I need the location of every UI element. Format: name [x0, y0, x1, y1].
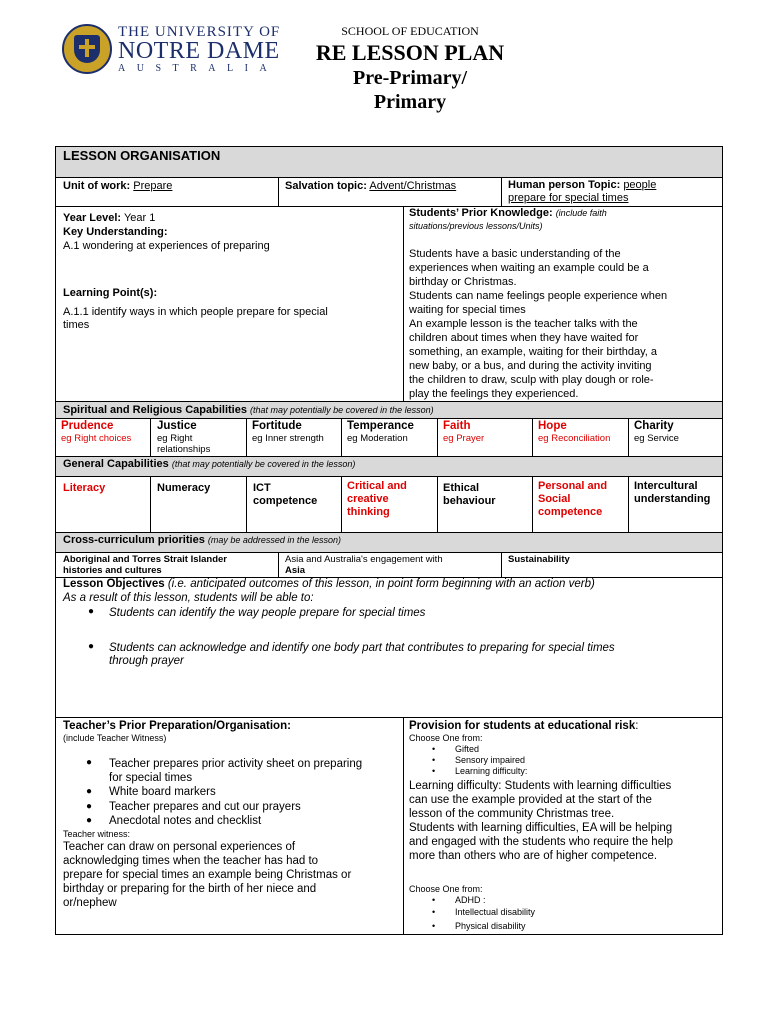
- provision-text: Learning difficulty: Students with learning difficulties can use the example provided at the start of the lesson of the community Christmas tree. Students with learning difficulties, EA will be helping and engaged with the students who require the help more than others who are of higher competence.: [409, 780, 674, 862]
- general-ict: ICT competence: [253, 482, 318, 507]
- objectives-heading: Lesson Objectives (i.e. anticipated outcomes of this lesson, in point form beginning with an action verb): [63, 578, 595, 590]
- provision-choose-1: Choose One from:: [409, 733, 483, 743]
- general-critical-thinking: Critical and creative thinking: [347, 480, 407, 518]
- teacher-prep-item-1: Teacher prepares prior activity sheet on preparing for special times: [109, 758, 363, 784]
- page-subtitle-1: Pre-Primary/: [352, 67, 467, 89]
- salvation-topic: Salvation topic: Advent/Christmas: [285, 180, 457, 192]
- general-personal-social: Personal and Social competence: [538, 480, 608, 518]
- teacher-prep-item-2: White board markers: [109, 786, 216, 798]
- provision-options-2: • ADHD : • Intellectual disability • Physical disability: [432, 895, 536, 931]
- objective-1: Students can identify the way people prepare for special times: [109, 607, 426, 619]
- bullet-icon: ●: [88, 606, 95, 617]
- general-literacy: Literacy: [63, 482, 106, 494]
- year-level: Year Level: Year 1: [63, 212, 156, 224]
- bullet-icon: ●: [88, 641, 95, 652]
- cross-heading: Cross-curriculum priorities (may be addressed in the lesson): [63, 534, 341, 546]
- bullet-icon: ●: [86, 786, 93, 797]
- general-numeracy: Numeracy: [157, 482, 211, 494]
- provision-heading: Provision for students at educational risk:: [409, 720, 639, 732]
- bullet-icon: ●: [86, 815, 93, 826]
- general-ethical: Ethical behaviour: [443, 482, 496, 507]
- cross-sustainability: Sustainability: [508, 554, 570, 565]
- organisation-heading: LESSON ORGANISATION: [63, 148, 221, 163]
- general-intercultural: Intercultural understanding: [634, 480, 711, 505]
- logo-line-2: NOTRE DAME: [118, 38, 280, 64]
- teacher-prep-note: (include Teacher Witness): [63, 733, 167, 743]
- capability-fortitude: Fortitude eg Inner strength: [252, 420, 324, 444]
- page-subtitle-2: Primary: [373, 91, 447, 113]
- bullet-icon: ●: [86, 801, 93, 812]
- learning-points-label: Learning Point(s):: [63, 287, 158, 299]
- cross-asia: Asia and Australia's engagement with Asia: [285, 554, 443, 576]
- learning-point-value: A.1.1 identify ways in which people prepare for special times: [63, 306, 328, 331]
- school-name: SCHOOL OF EDUCATION: [341, 24, 479, 38]
- unit-of-work: Unit of work: Prepare: [63, 180, 173, 192]
- capability-prudence: Prudence eg Right choices: [61, 420, 132, 444]
- prior-knowledge-heading: Students’ Prior Knowledge: (include faith situations/previous lessons/Units): [409, 207, 607, 231]
- logo-line-3: AUSTRALIA: [118, 63, 279, 74]
- key-understanding-value: A.1 wondering at experiences of preparing: [63, 240, 270, 252]
- capability-temperance: Temperance eg Moderation: [347, 420, 414, 444]
- provision-options-1: • Gifted • Sensory impaired • Learning difficulty:: [432, 744, 528, 776]
- page-title: RE LESSON PLAN: [315, 40, 505, 65]
- teacher-prep-item-4: Anecdotal notes and checklist: [109, 815, 262, 827]
- capability-charity: Charity eg Service: [634, 420, 679, 444]
- cross-aboriginal: Aboriginal and Torres Strait Islander histories and cultures: [63, 554, 227, 576]
- provision-choose-2: Choose One from:: [409, 884, 483, 894]
- objective-2: Students can acknowledge and identify one body part that contributes to preparing for special times through prayer: [109, 642, 615, 667]
- teacher-prep-heading: Teacher’s Prior Preparation/Organisation:: [63, 720, 291, 732]
- human-person-topic: Human person Topic: people prepare for special times: [508, 179, 657, 204]
- prior-knowledge-text: Students have a basic understanding of the experiences when waiting an example could be a birthday or Christmas. Students can name feelings people experience when waiting for special times An example lesson is the teacher talks with the children about times when they have waited for something, an example, waiting for their birthday, a new baby, or a bus, and during the activity inviting the children to draw, sculp with play dough or role- play the feelings they experienced.: [409, 248, 668, 400]
- capability-justice: Justice eg Right relationships: [157, 420, 211, 455]
- key-understanding-label: Key Understanding:: [63, 226, 168, 238]
- capability-faith: Faith eg Prayer: [443, 420, 485, 444]
- capability-hope: Hope eg Reconciliation: [538, 420, 611, 444]
- teacher-witness-text: Teacher can draw on personal experiences of acknowledging times when the teacher has had to prepare for special times an example being Christmas or birthday or preparing for the birth of her niece and or/nephew: [63, 841, 352, 909]
- objectives-intro: As a result of this lesson, students will be able to:: [63, 592, 314, 604]
- teacher-prep-item-3: Teacher prepares and cut our prayers: [109, 801, 301, 813]
- teacher-witness-label: Teacher witness:: [63, 829, 131, 839]
- logo-line-1: THE UNIVERSITY OF: [118, 24, 281, 40]
- general-heading: General Capabilities (that may potentially be covered in the lesson): [63, 458, 356, 470]
- bullet-icon: ●: [86, 757, 93, 768]
- spiritual-heading: Spiritual and Religious Capabilities (that may potentially be covered in the lesson): [63, 404, 434, 416]
